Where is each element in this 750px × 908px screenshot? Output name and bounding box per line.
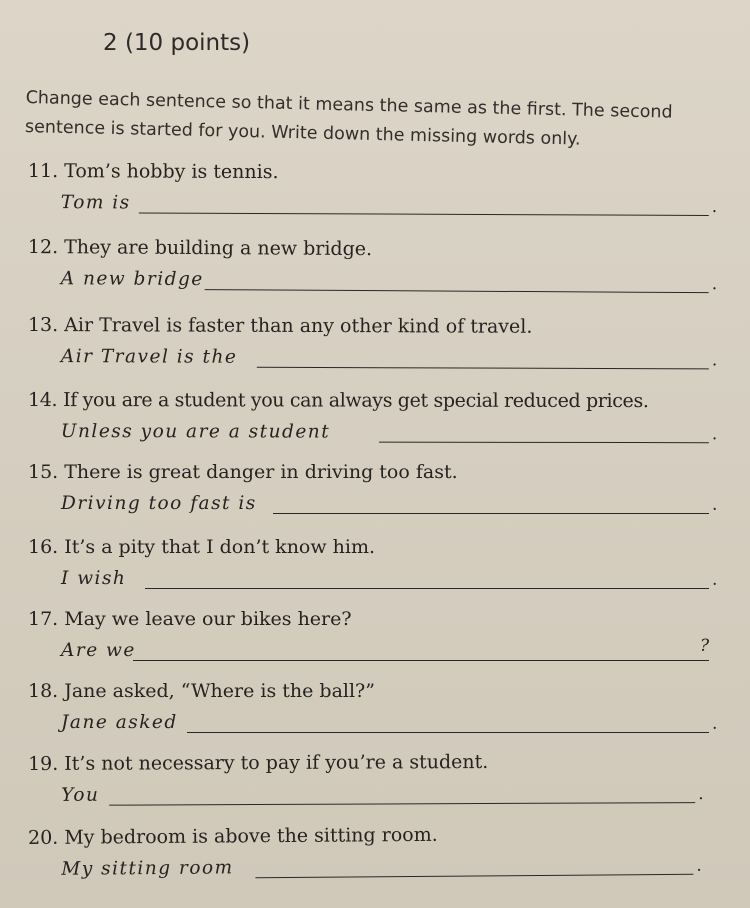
end-punctuation: .: [696, 855, 702, 876]
exercise-item-18: [28, 680, 728, 750]
rewrite-prompt: I wish: [61, 568, 127, 589]
rewrite-prompt: Air Travel is the: [60, 346, 238, 368]
exercise-item-19: [28, 750, 728, 823]
original-sentence: [28, 824, 438, 849]
rewrite-prompt: Tom is: [60, 192, 131, 214]
item-number: 15.: [28, 461, 59, 483]
original-sentence: [28, 751, 488, 775]
sentence-text: It’s not necessary to pay if you’re a student.: [64, 750, 489, 775]
rewrite-line: [61, 568, 718, 594]
end-punctuation: .: [711, 424, 718, 445]
answer-blank[interactable]: [205, 289, 709, 293]
answer-blank[interactable]: [187, 732, 709, 733]
original-sentence: [28, 608, 352, 630]
item-number: 16.: [28, 536, 59, 558]
answer-blank[interactable]: [257, 367, 709, 370]
sentence-text: Air Travel is faster than any other kind of travel.: [64, 314, 533, 338]
rewrite-line: [61, 854, 711, 885]
original-sentence: [28, 389, 649, 412]
rewrite-line: [60, 346, 718, 374]
exercise-item-12: [28, 236, 728, 310]
item-number: 13.: [27, 314, 59, 337]
item-number: 14.: [27, 389, 58, 412]
original-sentence: [28, 236, 372, 260]
sentence-text: Jane asked, “Where is the ball?”: [64, 680, 375, 702]
rewrite-line: [61, 493, 718, 519]
rewrite-prompt: Jane asked: [61, 712, 178, 733]
item-number: 20.: [28, 826, 59, 849]
rewrite-line: [60, 268, 718, 298]
sentence-text: There is great danger in driving too fast.: [64, 461, 458, 483]
exercise-item-11: [28, 160, 728, 233]
exercise-item-14: [28, 389, 728, 460]
answer-blank[interactable]: [273, 513, 709, 514]
rewrite-prompt: Are we: [61, 640, 136, 661]
item-number: 17.: [28, 608, 59, 630]
end-punctuation: .: [712, 714, 718, 734]
original-sentence: [28, 461, 458, 483]
rewrite-prompt: A new bridge: [60, 268, 204, 291]
rewrite-line: [61, 712, 718, 738]
rewrite-prompt: Driving too fast is: [61, 493, 257, 514]
rewrite-prompt: Unless you are a student: [60, 421, 331, 443]
exercise-item-15: [28, 461, 728, 531]
original-sentence: [28, 680, 375, 702]
answer-blank[interactable]: [255, 874, 693, 878]
exercise-item-13: [28, 314, 728, 386]
rewrite-prompt: My sitting room: [61, 857, 234, 880]
exercise-item-20: [28, 822, 729, 897]
exercise-item-16: [28, 536, 728, 606]
item-number: 18.: [28, 680, 59, 702]
rewrite-prompt: You: [61, 784, 100, 806]
answer-blank[interactable]: [145, 588, 709, 589]
original-sentence: [28, 160, 279, 183]
exercise-item-17: [28, 608, 728, 678]
original-sentence: [28, 536, 375, 558]
end-punctuation: .: [712, 495, 718, 515]
end-punctuation: .: [711, 350, 718, 371]
sentence-text: They are building a new bridge.: [64, 236, 373, 261]
end-punctuation: .: [711, 196, 718, 218]
section-heading: 2 (10 points): [103, 30, 251, 56]
sentence-text: It’s a pity that I don’t know him.: [64, 536, 376, 558]
rewrite-line: [60, 421, 718, 448]
end-punctuation: .: [711, 274, 718, 295]
answer-blank[interactable]: [379, 442, 709, 444]
sentence-text: If you are a student you can always get special reduced prices.: [63, 389, 649, 413]
answer-blank[interactable]: [139, 212, 709, 215]
answer-blank[interactable]: [109, 802, 695, 806]
sentence-text: May we leave our bikes here?: [64, 608, 352, 630]
rewrite-line: [61, 636, 711, 666]
answer-blank[interactable]: [133, 660, 709, 661]
sentence-text: My bedroom is above the sitting room.: [64, 823, 438, 849]
sentence-text: Tom’s hobby is tennis.: [64, 160, 279, 184]
item-number: 19.: [28, 752, 59, 775]
end-punctuation: ?: [700, 636, 710, 656]
end-punctuation: .: [698, 784, 704, 805]
item-number: 12.: [27, 236, 59, 259]
original-sentence: [28, 314, 533, 338]
instructions-text: Change each sentence so that it means the same as the first. The second sentence is started for you. Write down the missing words only.: [24, 87, 673, 150]
end-punctuation: .: [712, 570, 718, 590]
rewrite-line: [61, 782, 711, 811]
rewrite-line: [60, 192, 718, 221]
item-number: 11.: [27, 160, 59, 183]
